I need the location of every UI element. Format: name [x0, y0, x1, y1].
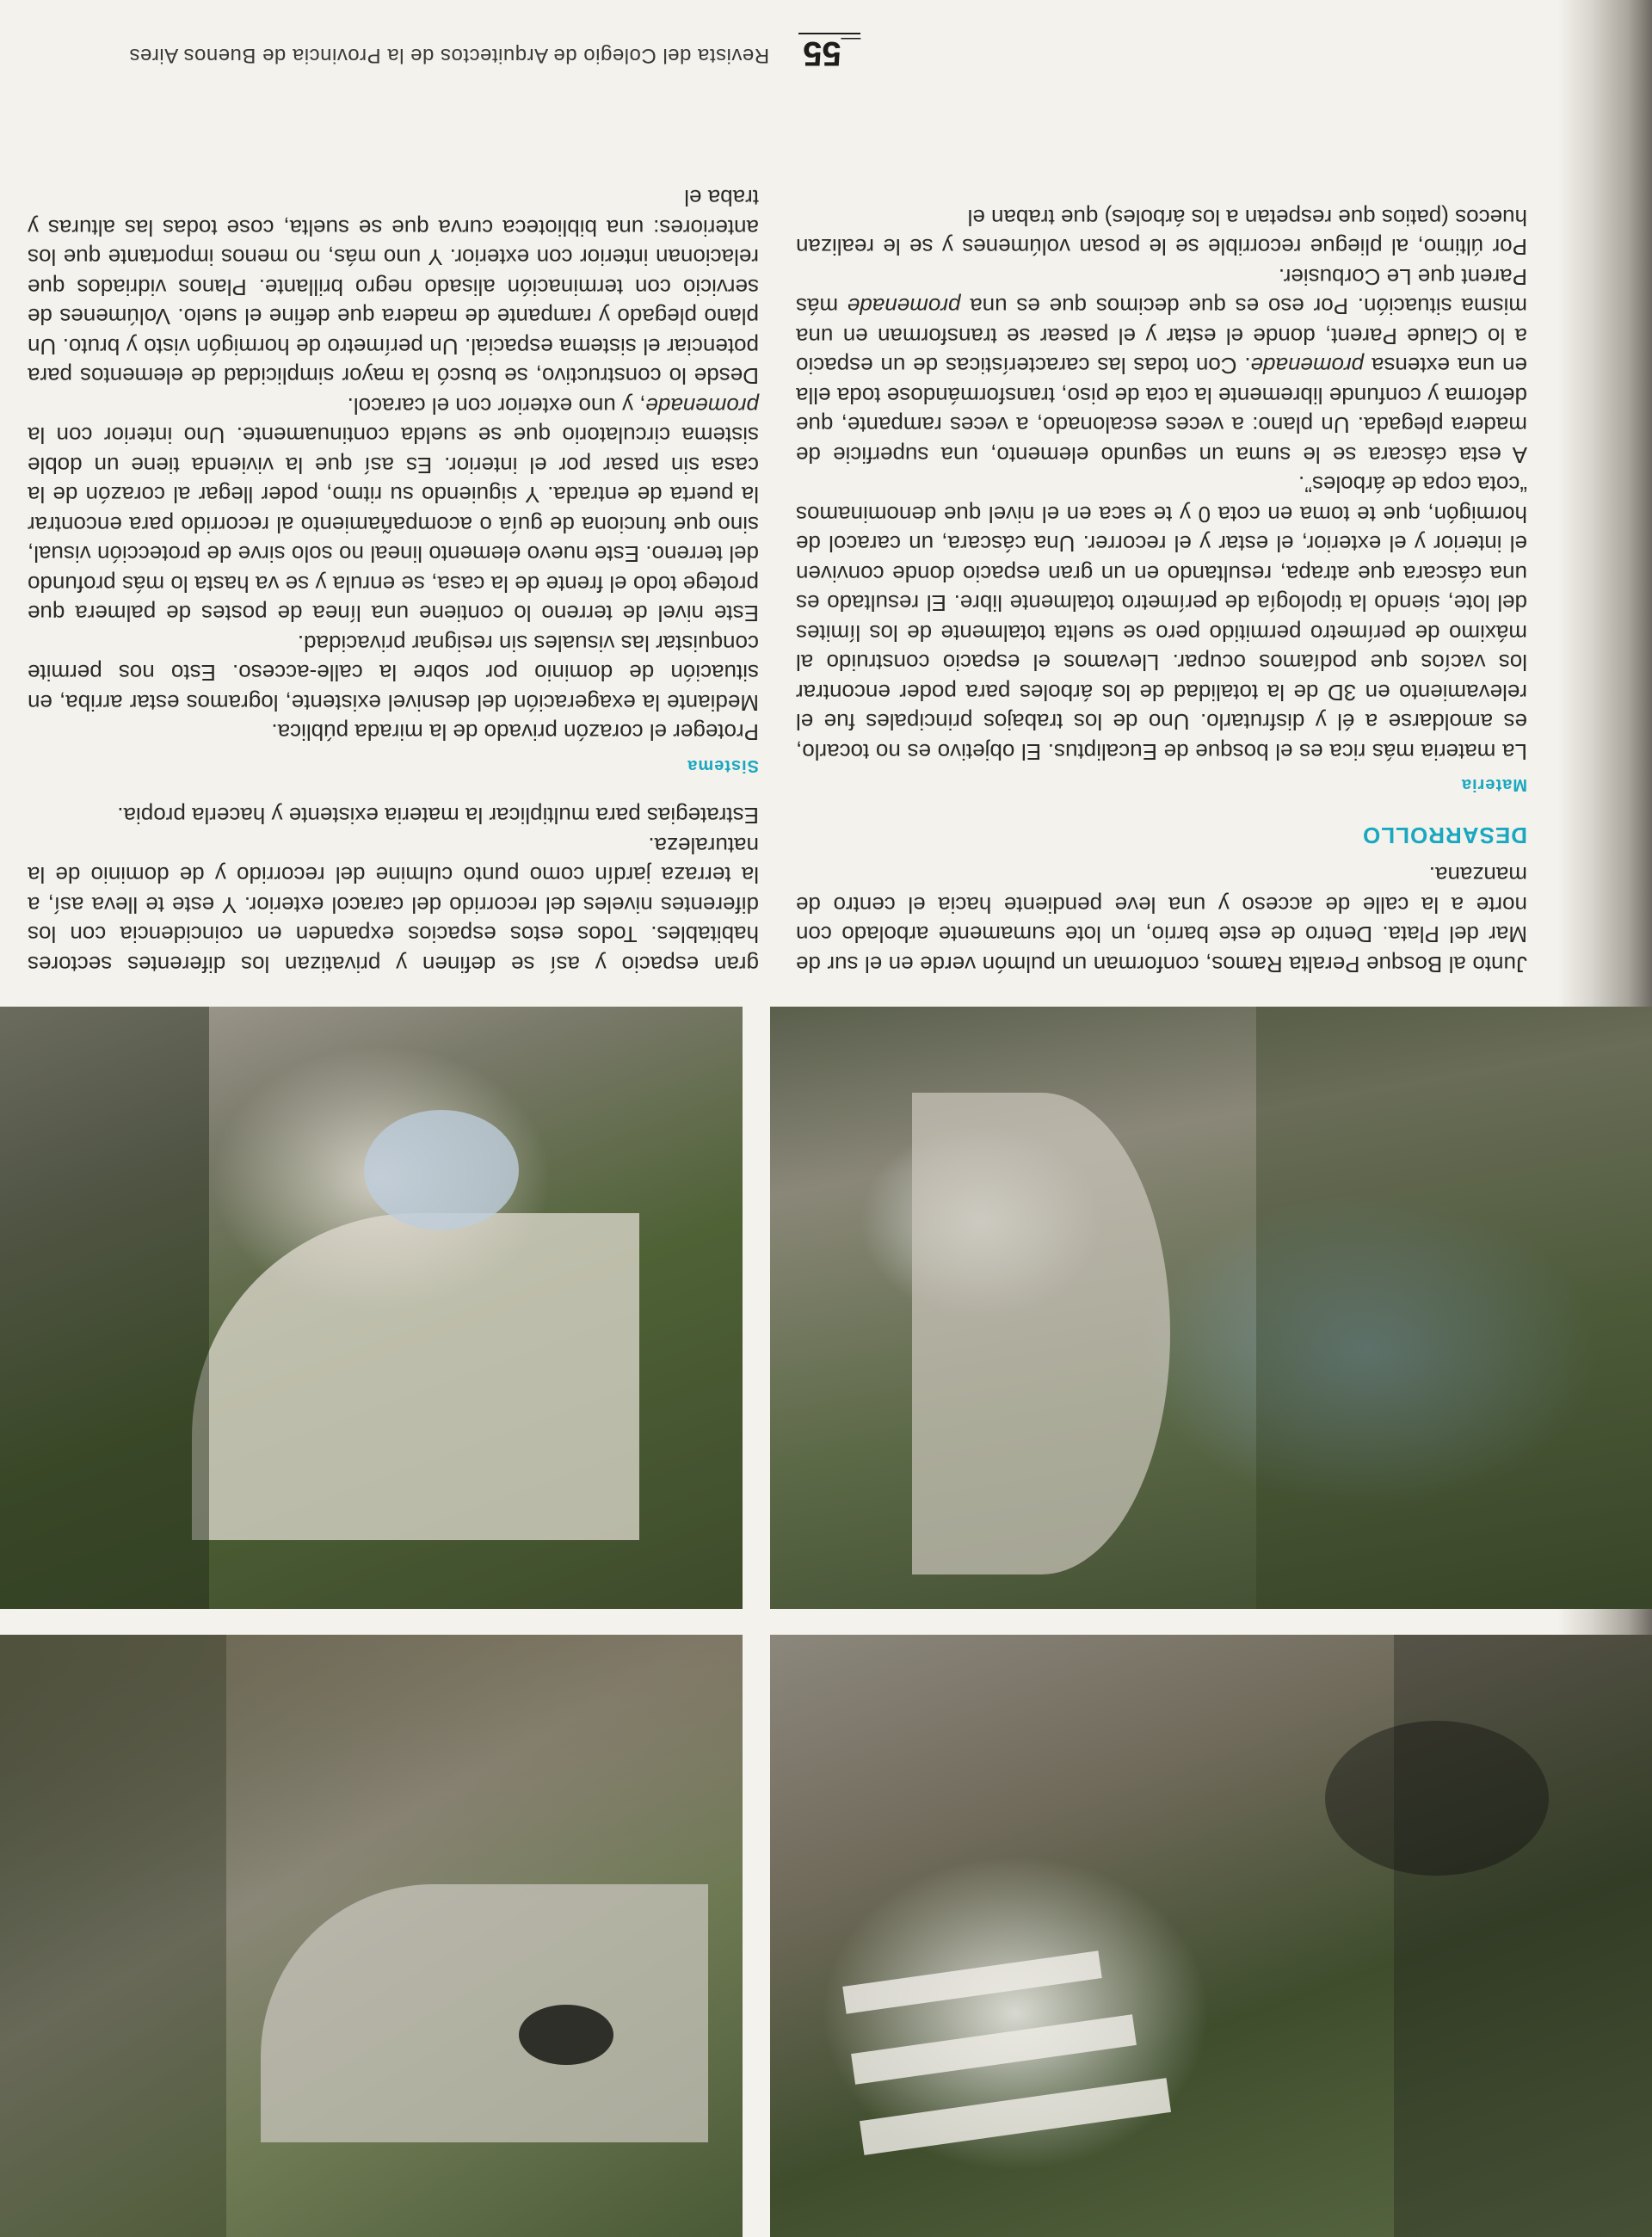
level-paragraph: Mediante la exageración del desnivel existente, logramos estar arriba, en situación de dominio por sobre la calle-acceso. Esto nos permite conquistar las visuales sin resignar privacidad.: [28, 631, 759, 716]
page-number-rule: [798, 33, 860, 34]
subheading-sistema: Sistema: [687, 756, 759, 775]
photo-curved-shell-forest: [0, 1007, 743, 1609]
photo-garden-wooden-deck: [770, 1007, 1652, 1609]
page-footer: [129, 34, 860, 72]
strategy-paragraph: Estrategias para multiplicar la materia existente y hacerla propia.: [117, 803, 759, 829]
text-column-left: [796, 203, 1527, 980]
photo-stair-interior: [770, 1635, 1652, 2237]
photo-concrete-shell-exterior: [0, 1635, 743, 2237]
text-column-right: [28, 183, 759, 979]
construction-paragraph: Desde lo constructivo, se buscó la mayor simplicidad de elementos para potenciar el sistema espacial. Un perímetro de hormigón visto y bruto. Un plano plegado y rampante de madera que define el suelo. Volúmenes de servicio con terminación alisado negro brillante. Planos vidriados que relacionan interior con exterior. Y uno más, no menos importante que los anteriores: una biblioteca curva que se suelta, cose todas las alturas y traba el: [28, 185, 759, 390]
intro-paragraph: Junto al Bosque Peralta Ramos, conforman un pulmón verde en el sur de Mar del Plata. Dentro de este barrio, un lote sumamente arbolado con norte a la calle de acceso y una leve pendiente hacia el centro de manzana.: [796, 862, 1527, 977]
section-title-desarrollo: DESARROLLO: [1362, 823, 1527, 848]
page-number: _55: [803, 34, 860, 72]
footer-publication-title: Revista del Colegio de Arquitectos de la Provincia de Buenos Aires: [129, 44, 770, 67]
shell-paragraph: A esta cáscara se le suma un segundo elemento, una superficie de madera plegada. Un plano: a veces escalonado, a veces rampante, que deforma y confunde libremente la cota de piso, transformándose toda ella en una extensa promenade. Con todas las características de un espacio a lo Claude Parent, donde el estar y el pasear se transforman en una misma situación. Por eso es que decimos que es una promenade más Parent que Le Corbusier.: [795, 264, 1527, 468]
subheading-materia: Materia: [1460, 775, 1527, 795]
materia-paragraph: La materia más rica es el bosque de Eucaliptus. El objetivo es no tocarlo, es amoldarse a él y disfrutarlo. Uno de los trabajos principales fue el relevamiento en 3D de la totalidad de los árboles para poder encontrar los vacíos que podíamos ocupar. Llevamos el espacio construido al máximo de perímetro permitido pero se suelta totalmente de los límites del lote, siendo la tipología de perímetro totalmente libre. El resultado es una cáscara que atrapa, resultando en un gran espacio donde conviven el interior y el exterior, el estar y el recorrer. Una cáscara, un caracol de hormigón, que te toma en cota 0 y te saca en el nivel que denominamos “cota copa de árboles”.: [796, 471, 1527, 765]
palm-posts-paragraph: Este nivel de terreno lo contiene una línea de postes de palmera que protege todo el frente de la casa, se enrula y se va hasta lo más profundo del terreno. Este nuevo elemento lineal no solo sirve de protección visual, sino que funciona de guía o acompañamiento al recorrido para encontrar la puerta de entrada. Y siguiendo su ritmo, poder llegar al corazón de la casa sin pasar por el interior. Es así que la vivienda tiene un doble sistema circulatorio que se suelda continuamente. Uno interior con la promenade, y uno exterior con el caracol.: [28, 393, 759, 627]
protect-paragraph: Proteger el corazón privado de la mirada pública.: [271, 719, 759, 746]
continuation-paragraph: gran espacio y así se definen y privatizan los diferentes sectores habitables. Todos estos espacios expanden en coincidencia con los diferentes niveles del recorrido del caracol exterior. Y este te lleva así, a la terraza jardín como punto culmine del recorrido y de dominio de la naturaleza.: [28, 833, 759, 977]
volumes-paragraph: Por último, al pliegue recorrible se le posan volúmenes y se le realizan huecos (patios que respetan a los árboles) que traban el: [796, 205, 1527, 261]
